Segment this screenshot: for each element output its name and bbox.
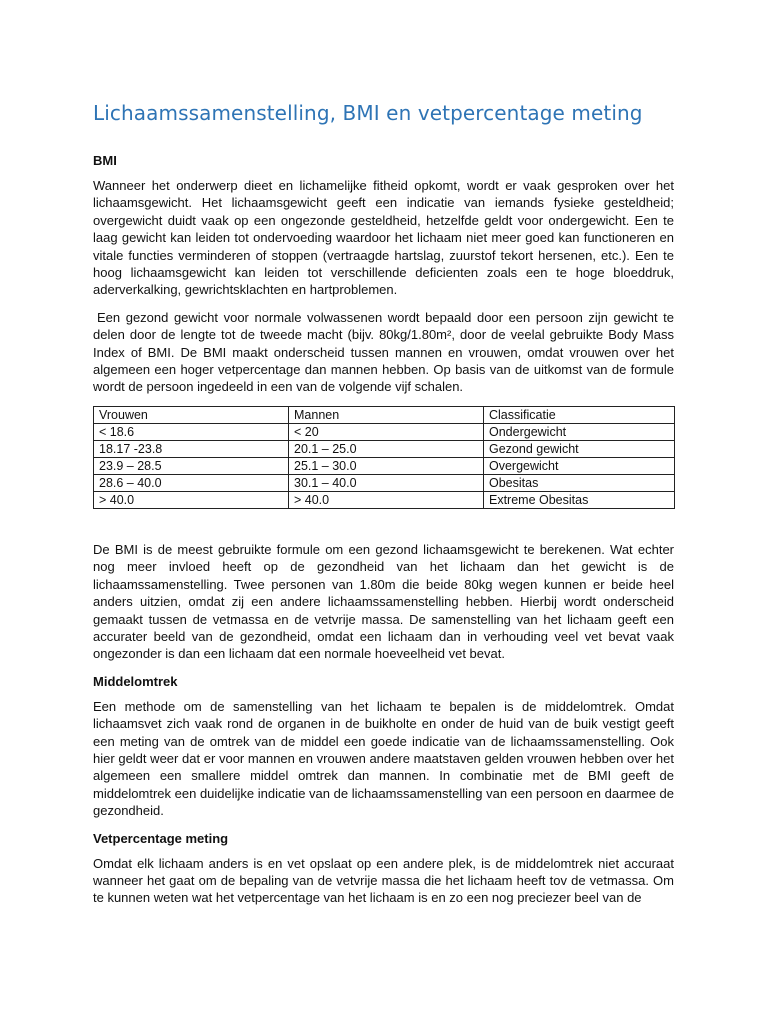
table-row: [94, 491, 675, 508]
table-cell: 28.6 – 40.0: [94, 474, 289, 491]
paragraph-body-composition: De BMI is de meest gebruikte formule om een gezond lichaamsgewicht te berekenen. Wat echter nog meer invloed heeft op de gezondheid van het lichaam dan het gewicht is de lichaamssamenstelling. Twee personen van 1.80m die beide 80kg wegen kunnen er beide heel anders uitzien, omdat zij een andere lichaamssamenstelling hebben. Hierbij wordt onderscheid gemaakt tussen de vetmassa en de vetvrije massa. De samenstelling van het lichaam geeft een accurater beeld van de gezondheid, omdat een lichaam dan in verhouding veel vet bevat vaak ongezonder is dan een lichaam dat een normale hoeveelheid vet bevat.: [93, 541, 674, 662]
table-cell: > 40.0: [94, 491, 289, 508]
section-heading-middelomtrek: Middelomtrek: [93, 673, 178, 689]
table-cell: 30.1 – 40.0: [289, 474, 484, 491]
table-cell: < 20: [289, 423, 484, 440]
table-cell: Extreme Obesitas: [484, 491, 675, 508]
paragraph-bmi-intro: Wanneer het onderwerp dieet en lichamelijke fitheid opkomt, wordt er vaak gesproken over het lichaamsgewicht. Het lichaamsgewicht geeft een indicatie van iemands fysieke gesteldheid; overgewicht duidt vaak op een ongezonde gesteldheid, hetzelfde geldt voor ondergewicht. Een te laag gewicht kan leiden tot ondervoeding waardoor het lichaam niet meer goed kan functioneren en vitale functies verminderen of stoppen (vertraagde hartslag, zuurstof tekort hersenen, etc.). Een te hoog lichaamsgewicht kan leiden tot verschillende deficienten zoals een te hoge bloeddruk, aderverkalking, gewrichtsklachten en hartproblemen.: [93, 178, 674, 298]
table-row: [94, 457, 675, 474]
table-cell: Gezond gewicht: [484, 440, 675, 457]
table-cell: Obesitas: [484, 474, 675, 491]
column-header-mannen: Mannen: [289, 406, 484, 423]
table-cell: 20.1 – 25.0: [289, 440, 484, 457]
document-page: [93, 100, 674, 917]
table-cell: 23.9 – 28.5: [94, 457, 289, 474]
bmi-classification-table: [93, 406, 675, 509]
table-row: [94, 474, 675, 491]
table-cell: Overgewicht: [484, 457, 675, 474]
table-header-row: [94, 406, 675, 423]
paragraph-vetpercentage: Omdat elk lichaam anders is en vet opslaat op een andere plek, is de middelomtrek niet accuraat wanneer het gaat om de bepaling van de vetvrije massa die het lichaam heeft tov de vetmassa. Om te kunnen weten wat het vetpercentage van het lichaam is en zo een nog preciezer beel van de: [93, 855, 674, 906]
table-row: [94, 423, 675, 440]
page-title: Lichaamssamenstelling, BMI en vetpercentage meting: [93, 101, 643, 125]
section-heading-vetpercentage: Vetpercentage meting: [93, 830, 229, 846]
table-cell: Ondergewicht: [484, 423, 675, 440]
table-row: [94, 440, 675, 457]
paragraph-bmi-formula: Een gezond gewicht voor normale volwassenen wordt bepaald door een persoon zijn gewicht te delen door de lengte tot de tweede macht (bijv. 80kg/1.80m², door de veelal gebruikte Body Mass Index of BMI. De BMI maakt onderscheid tussen mannen en vrouwen, omdat vrouwen over het algemeen een hoger vetpercentage dan mannen hebben. Op basis van de uitkomst van de formule wordt de persoon ingedeeld in een van de volgende vijf schalen.: [93, 309, 674, 395]
table-cell: < 18.6: [94, 423, 289, 440]
table-cell: > 40.0: [289, 491, 484, 508]
column-header-vrouwen: Vrouwen: [94, 406, 289, 423]
table-cell: 18.17 -23.8: [94, 440, 289, 457]
section-heading-bmi: BMI: [93, 153, 117, 168]
paragraph-middelomtrek: Een methode om de samenstelling van het lichaam te bepalen is de middelomtrek. Omdat lichaamsvet zich vaak rond de organen in de buikholte en onder de huid van de buik vestigt geeft een meting van de omtrek van de middel een goede indicatie van de lichaamssamenstelling. Ook hier geldt weer dat er voor mannen en vrouwen andere maatstaven gelden vrouwen hebben over het algemeen een smallere middel omtrek dan mannen. In combinatie met de BMI geeft de middelomtrek een duidelijke indicatie van de lichaamssamenstelling van een persoon en daarmee de gezondheid.: [93, 698, 675, 819]
table-cell: 25.1 – 30.0: [289, 457, 484, 474]
column-header-classificatie: Classificatie: [484, 406, 675, 423]
